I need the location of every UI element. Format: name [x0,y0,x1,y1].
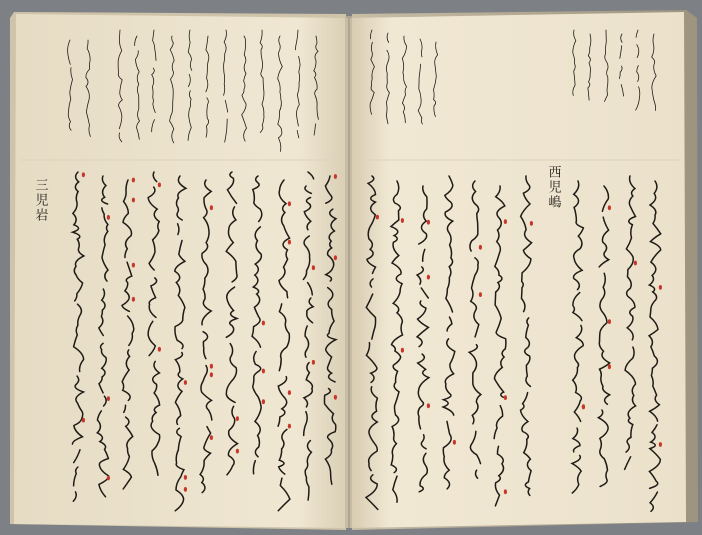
red-annotation-mark [107,396,110,401]
red-annotation-mark [312,265,315,270]
red-annotation-mark [334,174,337,179]
red-annotation-mark [236,416,239,421]
red-annotation-mark [210,205,213,210]
red-annotation-mark [582,404,585,409]
red-annotation-mark [479,245,482,250]
red-annotation-mark [82,418,85,423]
red-annotation-mark [210,364,213,369]
red-annotation-mark [334,255,337,260]
red-annotation-mark [401,348,404,353]
red-annotation-mark [132,263,135,268]
red-annotation-mark [132,198,135,203]
red-annotation-mark [504,395,507,400]
red-annotation-mark [184,487,187,492]
red-annotation-mark [82,172,85,177]
red-annotation-mark [158,183,161,188]
red-annotation-mark [376,215,379,220]
red-annotation-mark [184,380,187,385]
red-annotation-mark [608,364,611,369]
red-annotation-mark [158,347,161,352]
red-annotation-mark [427,275,430,280]
red-annotation-mark [288,201,291,206]
red-annotation-mark [427,403,430,408]
red-annotation-mark [608,319,611,324]
book-gutter [345,16,352,528]
red-annotation-mark [608,205,611,210]
left-page [14,14,348,528]
red-annotation-mark [288,390,291,395]
red-annotation-mark [236,449,239,454]
red-annotation-mark [210,372,213,377]
red-annotation-mark [132,297,135,302]
red-annotation-mark [210,435,213,440]
red-annotation-mark [659,442,662,447]
red-annotation-mark [634,261,637,266]
red-annotation-mark [262,399,265,404]
red-annotation-mark [288,424,291,429]
red-annotation-mark [479,292,482,297]
red-annotation-mark [504,219,507,224]
red-annotation-mark [530,221,533,226]
red-annotation-mark [288,240,291,245]
red-annotation-mark [312,360,315,365]
red-annotation-mark [401,218,404,223]
red-annotation-mark [334,395,337,400]
red-annotation-mark [107,476,110,481]
red-annotation-mark [427,220,430,225]
red-annotation-mark [184,475,187,480]
left-page-heading: 三児岩 [32,178,48,223]
red-annotation-mark [659,285,662,290]
red-annotation-mark [262,369,265,374]
red-annotation-mark [132,178,135,183]
red-annotation-mark [107,215,110,220]
right-page-heading: 西児嶋 [545,165,561,210]
red-annotation-mark [504,489,507,494]
red-annotation-mark [453,440,456,445]
red-annotation-mark [262,321,265,326]
